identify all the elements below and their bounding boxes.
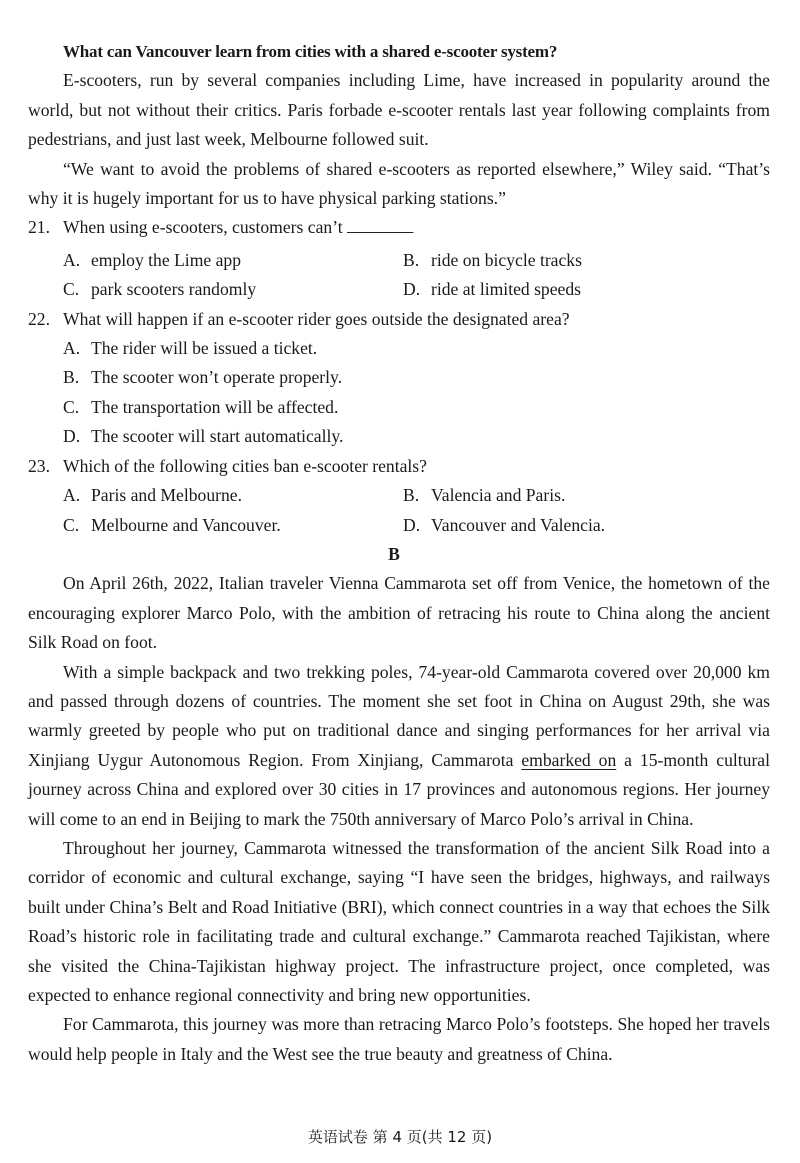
question-22	[28, 305, 770, 334]
passage-a-paragraph-2: “We want to avoid the problems of shared e-scooters as reported elsewhere,” Wiley said. “That’s why it is hugely important for us to have physical parking stations.”	[28, 158, 770, 209]
passage-b-paragraph-2	[28, 658, 770, 834]
option-letter: D.	[63, 426, 81, 447]
question-number: 22.	[28, 308, 50, 329]
option-letter: C.	[63, 279, 80, 300]
option-row	[63, 363, 770, 392]
option-letter: B.	[403, 485, 420, 506]
option-row	[63, 511, 770, 540]
option-row	[63, 334, 770, 363]
option-row	[63, 422, 770, 451]
option-row	[63, 275, 770, 304]
passage-b-paragraph-1: On April 26th, 2022, Italian traveler Vienna Cammarota set off from Venice, the hometown of the encouraging explorer Marco Polo, with the ambition of retracing his route to China along the ancient Silk Road on foot.	[28, 573, 770, 653]
question-text: What will happen if an e-scooter rider goes outside the designated area?	[63, 308, 570, 329]
option-letter: B.	[63, 367, 80, 388]
section-b-label: B	[388, 543, 400, 564]
option-c[interactable]	[63, 275, 403, 304]
option-letter: A.	[63, 338, 81, 359]
option-b[interactable]	[63, 363, 342, 392]
option-row	[63, 246, 770, 275]
blank-suffix: .	[412, 225, 416, 237]
option-c[interactable]	[63, 393, 338, 422]
option-row	[63, 393, 770, 422]
question-text	[63, 213, 770, 245]
option-text: Valencia and Paris.	[431, 485, 566, 506]
option-text: employ the Lime app	[91, 249, 241, 270]
option-letter: B.	[403, 249, 420, 270]
option-text: Paris and Melbourne.	[91, 485, 242, 506]
option-d[interactable]	[403, 511, 605, 540]
question-23	[28, 452, 770, 481]
option-a[interactable]	[63, 481, 403, 510]
question-21-options	[28, 246, 770, 305]
passage-a-heading: What can Vancouver learn from cities with a shared e-scooter system?	[63, 42, 558, 61]
answer-blank	[347, 218, 413, 233]
option-row	[63, 481, 770, 510]
question-stem: When using e-scooters, customers can’t	[63, 217, 343, 238]
option-text: park scooters randomly	[91, 279, 257, 300]
option-text: ride at limited speeds	[431, 279, 581, 300]
option-text: The scooter will start automatically.	[91, 426, 344, 447]
option-a[interactable]	[63, 246, 403, 275]
underlined-phrase: embarked on	[521, 749, 617, 770]
passage-b-paragraph-3: Throughout her journey, Cammarota witnessed the transformation of the ancient Silk Road into a corridor of economic and cultural exchange, saying “I have seen the bridges, highways, and railways built under China’s Belt and Road Initiative (BRI), which connect countries in a way that echoes the Silk Road’s historic role in facilitating trade and cultural exchange.” Cammarota reached Tajikistan, where she visited the China-Tajikistan highway project. The infrastructure project, once completed, was expected to enhance regional connectivity and bring new opportunities.	[28, 837, 770, 1005]
exam-page	[28, 37, 770, 1069]
option-letter: C.	[63, 514, 80, 535]
option-d[interactable]	[63, 422, 343, 451]
option-a[interactable]	[63, 334, 317, 363]
paragraph-text: With a simple backpack and two trekking poles, 74-year-old Cammarota covered over 20,000 km and passed through dozens of countries. The moment she set foot in China on August 29th, she was warmly greeted by people who put on traditional dance and singing performances for her arrival via Xinjiang Uygur Autonomous Region. From Xinjiang, Cammarota	[28, 661, 770, 770]
question-21	[28, 213, 770, 245]
option-letter: D.	[403, 279, 421, 300]
question-23-options	[28, 481, 770, 540]
option-letter: C.	[63, 396, 80, 417]
passage-b-paragraph-4: For Cammarota, this journey was more than retracing Marco Polo’s footsteps. She hoped her travels would help people in Italy and the West see the true beauty and greatness of China.	[28, 1014, 770, 1064]
option-b[interactable]	[403, 246, 582, 275]
option-letter: A.	[63, 249, 81, 270]
question-text: Which of the following cities ban e-scooter rentals?	[63, 455, 427, 476]
option-text: Vancouver and Valencia.	[431, 514, 606, 535]
question-22-options	[28, 334, 770, 452]
option-text: The rider will be issued a ticket.	[91, 338, 318, 359]
option-letter: D.	[403, 514, 421, 535]
paragraph-text: a 15-month cultural journey across China and explored over 30 cities in 17 provinces and autonomous regions. Her journey will come to an end in Beijing to mark the 750th anniversary of Marco Polo’s arrival in China.	[28, 749, 770, 829]
option-c[interactable]	[63, 511, 403, 540]
option-d[interactable]	[403, 275, 581, 304]
option-text: ride on bicycle tracks	[431, 249, 582, 270]
page-footer: 英语试卷 第 4 页(共 12 页)	[307, 1128, 493, 1146]
question-number: 21.	[28, 217, 50, 238]
option-text: Melbourne and Vancouver.	[91, 514, 281, 535]
option-text: The transportation will be affected.	[91, 396, 339, 417]
option-b[interactable]	[403, 481, 565, 510]
option-text: The scooter won’t operate properly.	[91, 367, 343, 388]
passage-a-paragraph-1: E-scooters, run by several companies including Lime, have increased in popularity around the world, but not without their critics. Paris forbade e-scooter rentals last year following complaints from pedestrians, and just last week, Melbourne followed suit.	[28, 70, 770, 150]
question-number: 23.	[28, 455, 50, 476]
option-letter: A.	[63, 485, 81, 506]
